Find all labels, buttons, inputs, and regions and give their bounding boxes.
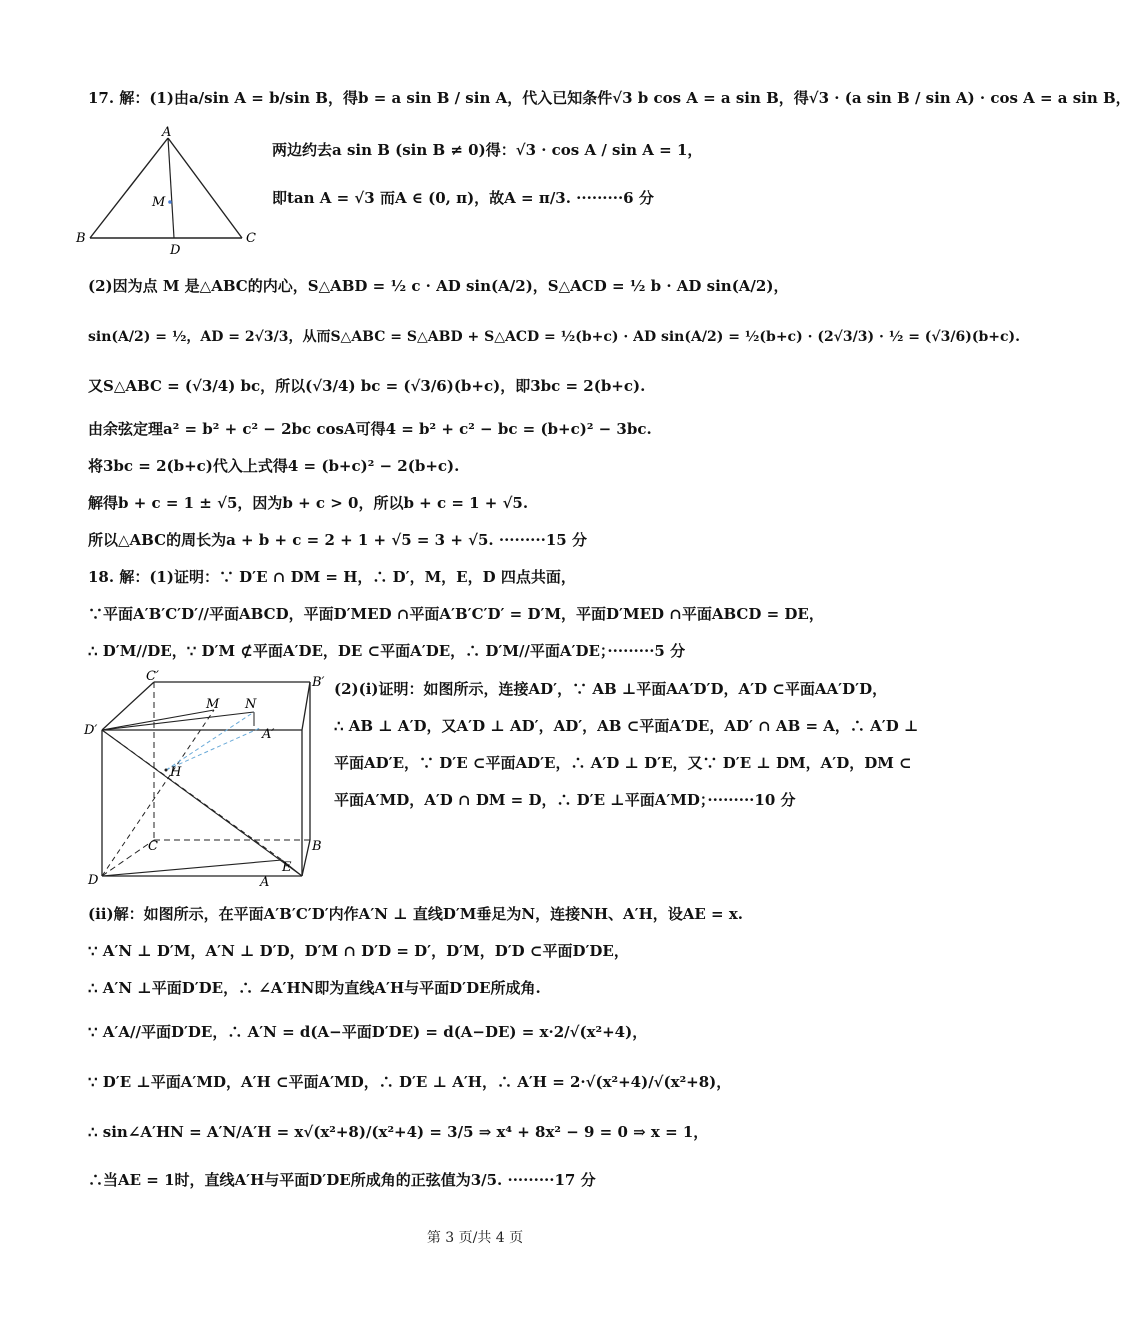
p17-line-7: 由余弦定理a² = b² + c² − 2bc cosA可得4 = b² + c² − bc = (b+c)² − 3bc. <box>88 420 652 438</box>
p18-line-2: ∵平面A′B′C′D′//平面ABCD，平面D′MED ∩平面A′B′C′D′ = D′M，平面D′MED ∩平面ABCD = DE， <box>88 605 824 623</box>
p17-line-8: 将3bc = 2(b+c)代入上式得4 = (b+c)² − 2(b+c). <box>88 457 460 475</box>
label-E: E <box>282 860 292 875</box>
p17-line-5: sin(A/2) = ½，AD = 2√3/3，从而S△ABC = S△ABD + S△ACD = ½(b+c) · AD sin(A/2) = ½(b+c) · (2√3/3) · ½ = (√3/6)(b+c). <box>88 329 1021 345</box>
label-D-prime: D′ <box>84 723 98 738</box>
label-D: D <box>88 873 99 888</box>
p18-line-10: ∴ A′N ⊥平面D′DE，∴ ∠A′HN即为直线A′H与平面D′DE所成角. <box>88 979 541 997</box>
label-M: M <box>152 195 166 210</box>
p18-line-3: ∴ D′M//DE，∵ D′M ⊄平面A′DE，DE ⊂平面A′DE，∴ D′M//平面A′DE；·········5 分 <box>88 642 686 660</box>
label-N: N <box>245 697 257 712</box>
label-B: B <box>76 231 86 246</box>
p18-line-14: ∴当AE = 1时，直线A′H与平面D′DE所成角的正弦值为3/5. ·········17 分 <box>88 1171 596 1189</box>
label-A-prime: A′ <box>262 727 275 742</box>
label-C-prime: C′ <box>146 669 159 684</box>
label-B: B <box>312 839 322 854</box>
p18-line-5: ∴ AB ⊥ A′D，又A′D ⊥ AD′，AD′，AB ⊂平面A′DE，AD′ ∩ AB = A，∴ A′D ⊥ <box>334 717 919 735</box>
triangle-figure <box>70 120 270 260</box>
p18-line-4: (2)(i)证明：如图所示，连接AD′，∵ AB ⊥平面AA′D′D，A′D ⊂平面AA′D′D， <box>334 680 888 698</box>
page-footer: 第 3 页/共 4 页 <box>426 1230 524 1246</box>
label-C: C <box>246 231 256 246</box>
cube-figure <box>82 668 325 890</box>
p18-line-6: 平面AD′E，∵ D′E ⊂平面AD′E，∴ A′D ⊥ D′E，又∵ D′E ⊥ DM，A′D，DM ⊂ <box>334 754 912 772</box>
p17-line-3: 即tan A = √3 而A ∈ (0, π)，故A = π/3. ·········6 分 <box>272 189 654 207</box>
label-D: D <box>170 243 181 258</box>
label-H: H <box>170 765 182 780</box>
label-A: A <box>260 875 270 890</box>
p18-line-13: ∴ sin∠A′HN = A′N/A′H = x√(x²+8)/(x²+4) = 3/5 ⇒ x⁴ + 8x² − 9 = 0 ⇒ x = 1， <box>88 1123 709 1141</box>
p18-line-11: ∵ A′A//平面D′DE，∴ A′N = d(A−平面D′DE) = d(A−DE) = x·2/√(x²+4)， <box>88 1023 648 1041</box>
p18-line-9: ∵ A′N ⊥ D′M，A′N ⊥ D′D，D′M ∩ D′D = D′，D′M，D′D ⊂平面D′DE， <box>88 942 629 960</box>
p17-line-6: 又S△ABC = (√3/4) bc，所以(√3/4) bc = (√3/6)(b+c)，即3bc = 2(b+c). <box>88 377 646 395</box>
p18-line-12: ∵ D′E ⊥平面A′MD，A′H ⊂平面A′MD，∴ D′E ⊥ A′H，∴ A′H = 2·√(x²+4)/√(x²+8)， <box>88 1073 732 1091</box>
p17-line-9: 解得b + c = 1 ± √5，因为b + c > 0，所以b + c = 1 + √5. <box>88 494 529 512</box>
p18-line-8: (ⅱ)解：如图所示，在平面A′B′C′D′内作A′N ⊥ 直线D′M垂足为N，连接NH、A′H，设AE = x. <box>88 905 744 923</box>
label-B-prime: B′ <box>312 675 325 690</box>
p17-line-10: 所以△ABC的周长为a + b + c = 2 + 1 + √5 = 3 + √5. ·········15 分 <box>88 531 587 549</box>
p18-line-7: 平面A′MD，A′D ∩ DM = D，∴ D′E ⊥平面A′MD；·········10 分 <box>334 791 796 809</box>
p17-line-2: 两边约去a sin B (sin B ≠ 0)得：√3 · cos A / sin A = 1， <box>272 141 703 159</box>
p18-line-1: 18. 解：(1)证明：∵ D′E ∩ DM = H，∴ D′，M，E，D 四点共面， <box>88 568 576 586</box>
label-C: C <box>148 839 158 854</box>
label-A: A <box>162 125 172 140</box>
label-M: M <box>206 697 220 712</box>
p17-line-4: (2)因为点 M 是△ABC的内心，S△ABD = ½ c · AD sin(A/2)，S△ACD = ½ b · AD sin(A/2)， <box>88 277 789 295</box>
p17-line-1: 17. 解：(1)由a/sin A = b/sin B，得b = a sin B / sin A，代入已知条件√3 b cos A = a sin B，得√3 · (a sin B / sin A) · cos A = a sin B， <box>88 89 1131 107</box>
